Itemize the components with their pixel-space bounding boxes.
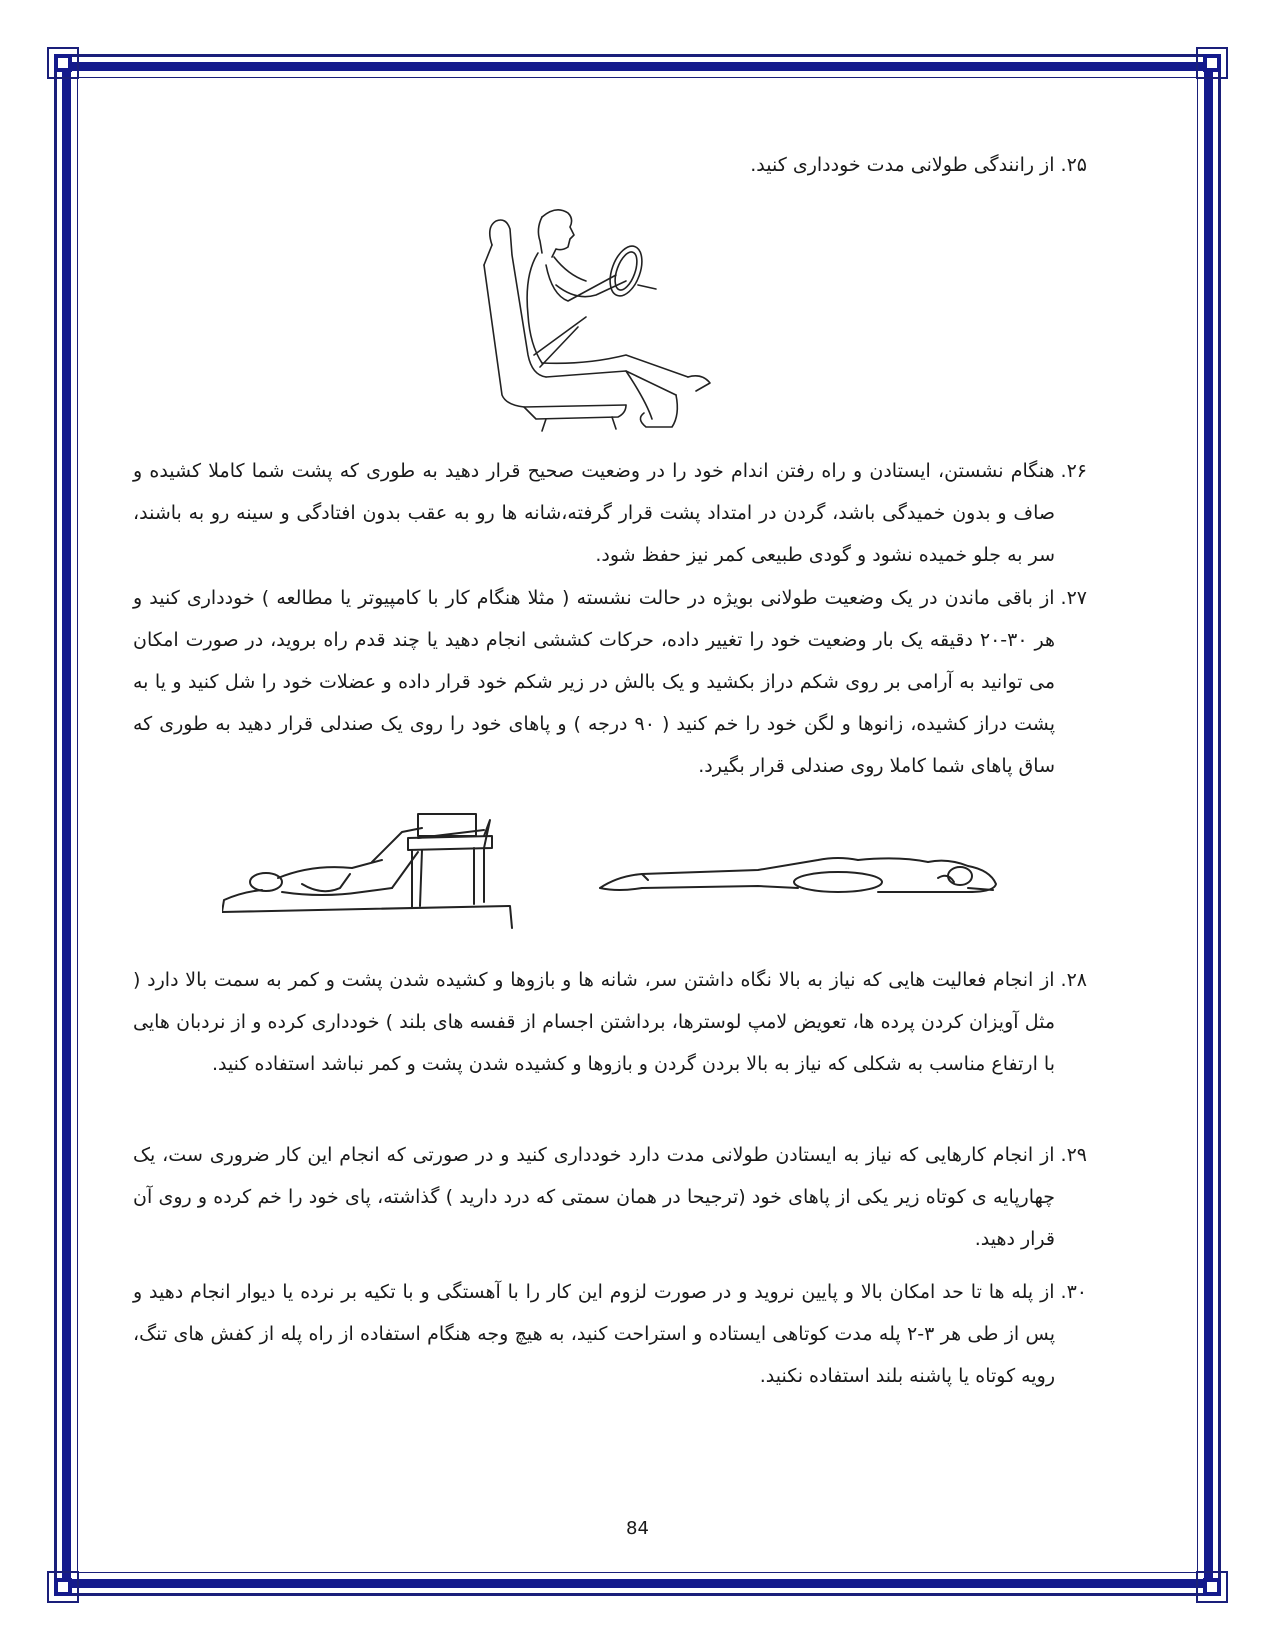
list-item (133, 959, 1087, 1085)
driver-seated-illustration (476, 205, 716, 435)
item-number: ۲۸. (1060, 969, 1087, 991)
list-item (133, 577, 1087, 787)
frame-corner-ornament (46, 46, 80, 80)
item-number: ۳۰. (1060, 1281, 1087, 1303)
prone-pillow-illustration (598, 848, 1003, 926)
item-text: از پله ها تا حد امکان بالا و پایین نروید و در صورت لزوم این کار را با آهستگی و با تکیه بر نرده یا دیوار انجام دهید و پس از طی هر ۳-۲ پله مدت کوتاهی ایستاده و استراحت کنید، به هیچ وجه هنگام استفاده از راه پله از کفش های تنگ، رویه کوتاه یا پاشنه بلند استفاده نکنید. (133, 1281, 1055, 1387)
item-number: ۲۶. (1060, 460, 1087, 482)
list-item (133, 450, 1087, 576)
item-number: ۲۷. (1060, 587, 1087, 609)
frame-corner-ornament (1195, 46, 1229, 80)
frame-corner-ornament (1195, 1570, 1229, 1604)
item-text: از انجام فعالیت هایی که نیاز به بالا نگاه داشتن سر، شانه ها و بازوها و کشیده شدن پشت و کمر به سمت بالا دارد ( مثل آویزان کردن پرده ها، تعویض لامپ لوسترها، برداشتن اجسام از قفسه های بلند ) خودداری کرده و از نردبان هایی با ارتفاع مناسب به شکلی که نیاز به بالا بردن گردن و بازوها و کشیده شدن پشت و کمر نباشد استفاده کنید. (133, 969, 1055, 1075)
page-number: 84 (626, 1518, 649, 1539)
item-number: ۲۹. (1060, 1144, 1087, 1166)
frame-corner-ornament (46, 1570, 80, 1604)
item-text: هنگام نشستن، ایستادن و راه رفتن اندام خود را در وضعیت صحیح قرار دهید به طوری که پشت شما کاملا کشیده و صاف و بدون خمیدگی باشد، گردن در امتداد پشت قرار گرفته،شانه ها رو به عقب بدون افتادگی و سینه رو به باشند، سر به جلو خمیده نشود و گودی طبیعی کمر نیز حفظ شود. (133, 460, 1055, 566)
list-item (165, 144, 1087, 186)
list-item (133, 1134, 1087, 1260)
item-text: از باقی ماندن در یک وضعیت طولانی بویژه در حالت نشسته ( مثلا هنگام کار با کامپیوتر یا مطالعه ) خودداری کنید و هر ۳۰-۲۰ دقیقه یک بار وضعیت خود را تغییر داده، حرکات کششی انجام دهید یا چند قدم راه بروید، در صورت امکان می توانید به آرامی بر روی شکم دراز بکشید و یک بالش در زیر شکم خود قرار داده و عضلات خود را شل کنید و یا به پشت دراز کشیده، زانوها و لگن خود را خم کنید ( ۹۰ درجه ) و پاهای خود را روی یک صندلی قرار دهید به طوری که ساق پاهای شما کاملا روی صندلی قرار بگیرد. (133, 587, 1056, 777)
item-text: از رانندگی طولانی مدت خودداری کنید. (750, 154, 1055, 176)
supine-legs-on-chair-illustration (222, 808, 522, 933)
list-item (133, 1271, 1087, 1397)
item-number: ۲۵. (1060, 154, 1087, 176)
item-text: از انجام کارهایی که نیاز به ایستادن طولانی مدت دارد خودداری کنید و در صورتی که انجام این کار ضروری ست، یک چهارپایه ی کوتاه زیر یکی از پاهای خود (ترجیحا در همان سمتی که درد دارید ) گذاشته، پای خود را خم کرده و روی آن قرار دهید. (133, 1144, 1055, 1250)
